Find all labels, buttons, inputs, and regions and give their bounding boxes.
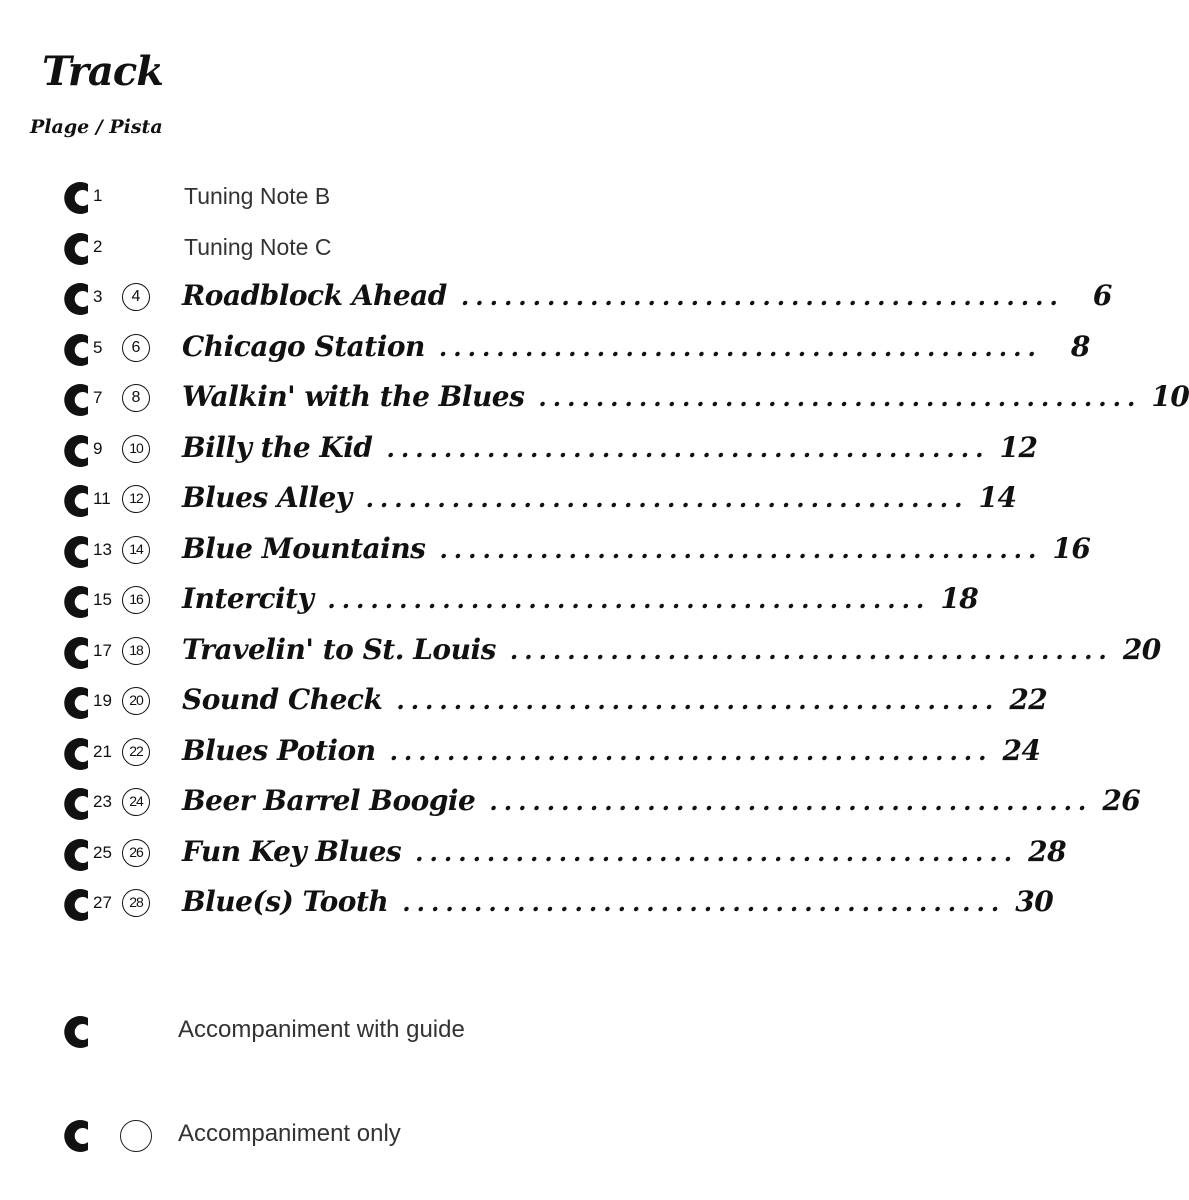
page-number: 8 (1070, 329, 1090, 363)
cd-track-number: 7 (93, 388, 103, 407)
page-number: 12 (999, 430, 1038, 464)
cd-track-number: 19 (93, 691, 112, 710)
dot-leader: .......................................... (389, 736, 993, 766)
song-entry (182, 430, 1038, 464)
page-number: 24 (1002, 733, 1041, 767)
track-row (64, 784, 1141, 828)
cd-track-number: 5 (93, 337, 103, 357)
playalong-track-number: 14 (122, 536, 150, 564)
track-row (64, 531, 1091, 576)
playalong-track-number: 24 (122, 788, 150, 816)
song-entry (182, 632, 1161, 666)
cd-track-number: 2 (93, 236, 103, 256)
track-row (64, 279, 1112, 323)
dot-leader: .......................................... (509, 635, 1113, 665)
cd-track-number: 25 (93, 842, 112, 862)
song-title: Blue(s) Tooth (182, 885, 389, 918)
song-title: Beer Barrel Boogie (182, 784, 476, 817)
cd-icon (64, 1014, 98, 1050)
cd-icon (64, 1118, 98, 1154)
song-title: Sound Check (182, 683, 383, 716)
playalong-track-number: 26 (122, 839, 150, 867)
song-entry (182, 481, 1017, 514)
playalong-track-number: 28 (122, 889, 150, 917)
page-number: 16 (1052, 531, 1091, 565)
dot-leader: .......................................... (415, 837, 1019, 867)
song-title: Blues Alley (182, 481, 352, 514)
page-number: 30 (1015, 885, 1054, 918)
dot-leader: .......................................... (538, 383, 1142, 412)
track-row (64, 430, 1038, 475)
dot-leader: .......................................... (439, 534, 1043, 564)
cd-track-number: 17 (93, 640, 112, 660)
page-subtitle: Plage / Pista (30, 116, 163, 138)
song-entry (182, 683, 1048, 716)
cd-track-number: 27 (93, 893, 112, 912)
cd-track-number: 11 (93, 489, 111, 508)
cd-track-number: 1 (93, 186, 103, 205)
song-entry (182, 531, 1091, 565)
playalong-track-number: 6 (122, 334, 150, 362)
song-title: Billy the Kid (182, 430, 373, 464)
cd-track-number: 15 (93, 590, 112, 609)
track-row (64, 329, 1090, 374)
dot-leader: .......................................... (489, 787, 1093, 816)
legend-only (64, 1116, 664, 1160)
song-title: Roadblock Ahead (182, 279, 447, 312)
song-entry (182, 279, 1112, 312)
cd-track-number: 3 (93, 287, 103, 306)
playalong-track-number: 20 (122, 687, 150, 715)
playalong-track-number: 22 (122, 738, 150, 766)
track-row (64, 683, 1048, 727)
page-number: 6 (1092, 279, 1112, 312)
cd-track-number: 21 (93, 741, 112, 761)
playalong-track-number: 4 (122, 283, 150, 311)
page-number: 18 (940, 582, 979, 615)
page-title: Track (42, 48, 163, 95)
dot-leader: .......................................... (365, 484, 969, 513)
tuning-note-title: Tuning Note C (184, 233, 332, 260)
song-entry (182, 784, 1141, 817)
song-title: Walkin' with the Blues (182, 380, 525, 413)
song-title: Fun Key Blues (182, 834, 402, 868)
song-entry (182, 329, 1090, 363)
playalong-track-number: 12 (122, 485, 150, 513)
dot-leader: .......................................... (386, 433, 990, 463)
legend-only-label: Accompaniment only (178, 1120, 401, 1147)
track-row (64, 582, 979, 626)
song-title: Chicago Station (182, 329, 425, 363)
dot-leader: .......................................... (327, 585, 931, 614)
circle-icon (120, 1120, 152, 1152)
dot-leader: .......................................... (438, 332, 1042, 362)
song-title: Travelin' to St. Louis (182, 632, 496, 666)
track-row (64, 178, 736, 222)
legend-guide-label: Accompaniment with guide (178, 1016, 465, 1043)
track-row (64, 834, 1067, 879)
page-number: 28 (1028, 834, 1067, 868)
page-number: 22 (1009, 683, 1048, 716)
dot-leader: .......................................... (460, 282, 1064, 311)
cd-track-number: 9 (93, 438, 103, 458)
dot-leader: .......................................... (402, 888, 1006, 917)
song-entry (182, 834, 1067, 868)
cd-track-number: 13 (93, 539, 112, 559)
track-row (64, 481, 1017, 525)
track-row (64, 229, 736, 273)
track-row (64, 632, 1161, 677)
cd-track-number: 23 (93, 792, 112, 811)
playalong-track-number: 10 (122, 435, 150, 463)
song-entry (182, 733, 1041, 767)
playalong-track-number: 8 (122, 384, 150, 412)
page-number: 20 (1122, 632, 1161, 666)
page-number: 14 (978, 481, 1017, 514)
page-number: 26 (1102, 784, 1141, 817)
song-title: Blue Mountains (182, 531, 426, 565)
playalong-track-number: 16 (122, 586, 150, 614)
track-row (64, 733, 1041, 778)
song-title: Intercity (182, 582, 314, 615)
song-title: Blues Potion (182, 733, 376, 767)
song-entry (182, 885, 1054, 918)
dot-leader: .......................................... (396, 686, 1000, 715)
legend-guide (64, 1012, 664, 1056)
playalong-track-number: 18 (122, 637, 150, 665)
track-row (64, 380, 1189, 424)
page-number: 10 (1151, 380, 1189, 413)
song-entry (182, 582, 979, 615)
track-row (64, 885, 1054, 929)
tuning-note-title: Tuning Note B (184, 183, 331, 209)
song-entry (182, 380, 1189, 413)
